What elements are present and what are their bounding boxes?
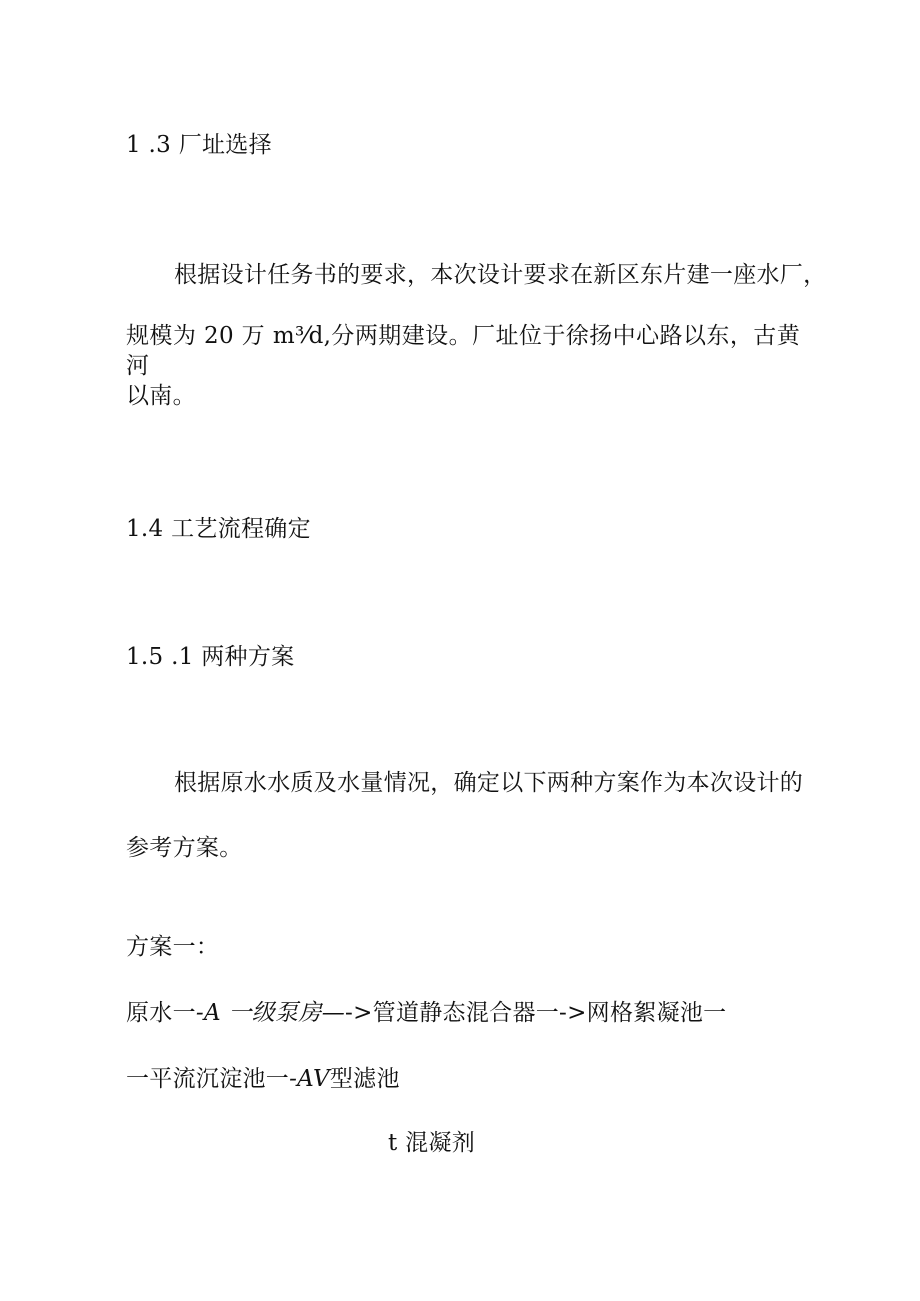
flow-segment: 原水一	[126, 1000, 196, 1026]
section-heading-1-3: 1 .3 厂址选择	[126, 132, 272, 158]
flow-segment: -AV	[289, 1066, 330, 1092]
flow-segment: -A 一级泵房—	[195, 1000, 345, 1026]
section-heading-1-5: 1.5 .1 两种方案	[126, 644, 295, 670]
process-flow-line	[126, 998, 727, 1028]
scheme-label: 方案一：	[126, 934, 220, 960]
process-flow-line	[126, 1064, 400, 1094]
flow-segment: 型滤池	[329, 1066, 400, 1092]
paragraph-line: 以南。	[126, 383, 196, 409]
paragraph-line: 根据原水水质及水量情况，确定以下两种方案作为本次设计的	[174, 770, 804, 796]
flow-segment: 一平流沉淀池一	[126, 1066, 290, 1092]
coagulant-annotation: t 混凝剂	[388, 1130, 476, 1156]
paragraph-line: 参考方案。	[126, 835, 243, 861]
paragraph-line: 根据设计任务书的要求，本次设计要求在新区东片建一座水厂，	[174, 262, 827, 288]
flow-segment: ->管道静态混合器一->网格絮凝池一	[345, 1000, 727, 1026]
section-heading-1-4: 1.4 工艺流程确定	[126, 516, 311, 542]
paragraph-line: 规模为 20 万 m³⁄d,分两期建设。厂址位于徐扬中心路以东，古黄河	[126, 323, 800, 379]
